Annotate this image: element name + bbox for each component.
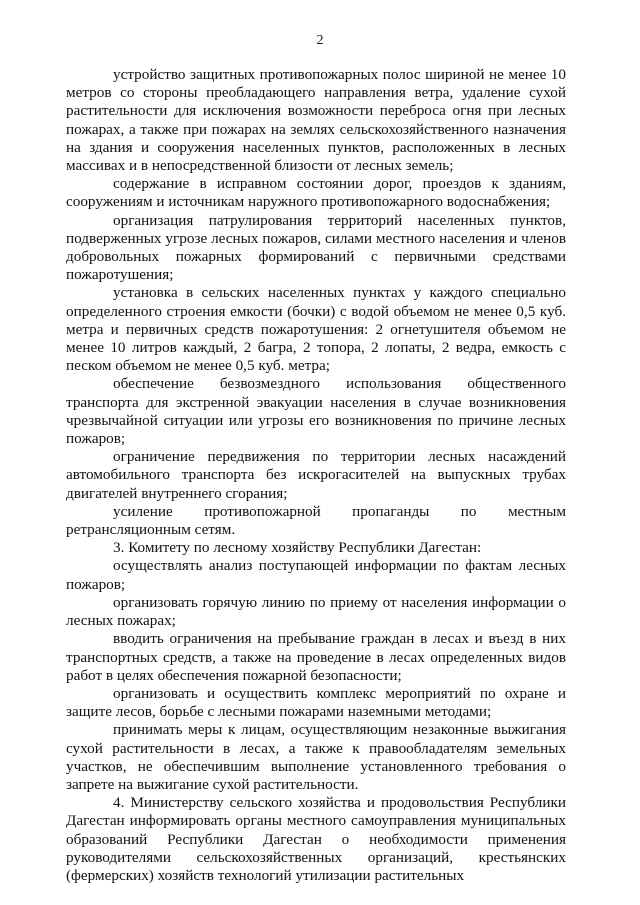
- paragraph-forest-protection: организовать и осуществить комплекс мероприятий по охране и защите лесов, борьбе с лесными пожарами наземными методами;: [66, 684, 566, 721]
- paragraph-analysis: осуществлять анализ поступающей информации по фактам лесных пожаров;: [66, 557, 566, 593]
- paragraph-illegal-burning-measures: принимать меры к лицам, осуществляющим незаконные выжигания сухой растительности в лесах, а также к правообладателям земельных участков, не обеспечившим выполнение установленного требования о запрете на выжигание сухой растительности.: [66, 721, 566, 793]
- paragraph-item-3-heading: 3. Комитету по лесному хозяйству Республики Дагестан:: [113, 539, 482, 557]
- paragraph-firebreak-strips: устройство защитных противопожарных полос шириной не менее 10 метров со стороны преобладающего направления ветра, удаление сухой растительности для исключения возможности переброса огня при лесных пожарах, а также при пожарах на землях сельскохозяйственного назначения на здания и сооружения населенных пунктов, расположенных в лесных массивах и в непосредственной близости от лесных земель;: [66, 66, 566, 175]
- document-body: [66, 66, 566, 885]
- paragraph-forest-access-limits: вводить ограничения на пребывание граждан в лесах и въезд в них транспортных средств, а также на проведение в лесах определенных видов работ в целях обеспечения пожарной безопасности;: [66, 630, 566, 684]
- paragraph-item-4-ministry: 4. Министерству сельского хозяйства и продовольствия Республики Дагестан информировать органы местного самоуправления муниципальных образований Республики Дагестан о необходимости применения руководителями сельскохозяйственных организаций, крестьянских (фермерских) хозяйств технологий утилизации растительных: [66, 794, 566, 884]
- paragraph-water-tanks: установка в сельских населенных пунктах у каждого специально определенного строения емкости (бочки) с водой объемом не менее 0,5 куб. метра и первичных средств пожаротушения: 2 огнетушителя объемом не менее 10 литров каждый, 2 багра, 2 топора, 2 лопаты, 2 ведра, емкость с песком объемом не менее 0,5 куб. метра;: [66, 284, 566, 375]
- paragraph-roads-maintenance: содержание в исправном состоянии дорог, проездов к зданиям, сооружениям и источникам наружного противопожарного водоснабжения;: [66, 175, 566, 211]
- paragraph-propaganda: усиление противопожарной пропаганды по местным ретрансляционным сетям.: [66, 502, 566, 539]
- paragraph-evacuation-transport: обеспечение безвозмездного использования общественного транспорта для экстренной эвакуации населения в случае возникновения чрезвычайной ситуации или угрозы его возникновения по причине лесных пожаров;: [66, 375, 566, 448]
- paragraph-hotline: организовать горячую линию по приему от населения информации о лесных пожарах;: [66, 593, 566, 630]
- paragraph-vehicle-restriction: ограничение передвижения по территории лесных насаждений автомобильного транспорта без искрогасителей на выпускных трубах двигателей внутреннего сгорания;: [66, 448, 566, 502]
- page-number: 2: [316, 33, 324, 48]
- paragraph-patrolling: организация патрулирования территорий населенных пунктов, подверженных угрозе лесных пожаров, силами местного населения и членов добровольных пожарных формирований с первичными средствами пожаротушения;: [66, 211, 566, 284]
